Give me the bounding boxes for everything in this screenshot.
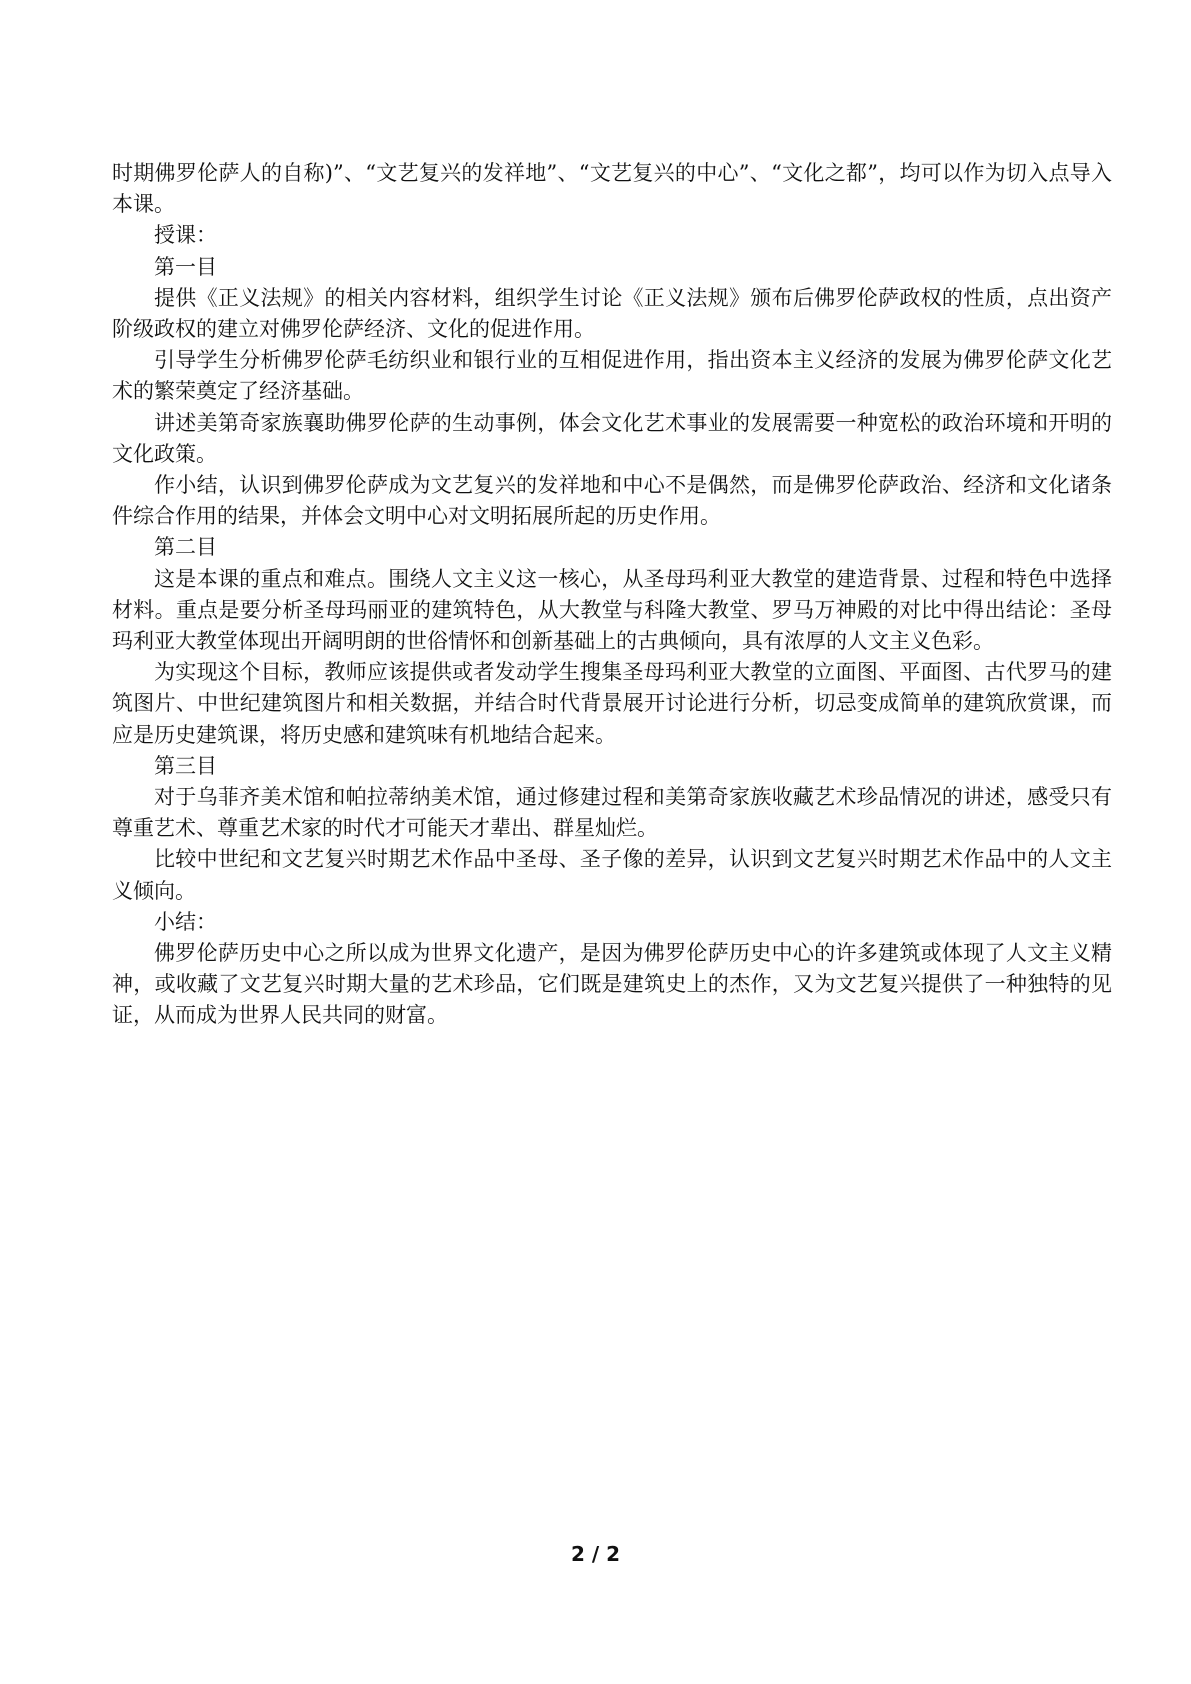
paragraph-summary-one: 作小结，认识到佛罗伦萨成为文艺复兴的发祥地和中心不是偶然，而是佛罗伦萨政治、经济和文化诸条件综合作用的结果，并体会文明中心对文明拓展所起的历史作用。 [112,473,1112,529]
heading-section-one: 第一目 [154,254,217,279]
paragraph-justice-laws: 提供《正义法规》的相关内容材料，组织学生讨论《正义法规》颁布后佛罗伦萨政权的性质，点出资产阶级政权的建立对佛罗伦萨经济、文化的促进作用。 [112,285,1112,342]
paragraph-galleries: 对于乌菲齐美术馆和帕拉蒂纳美术馆，通过修建过程和美第奇家族收藏艺术珍品情况的讲述，感受只有尊重艺术、尊重艺术家的时代才可能天才辈出、群星灿烂。 [112,785,1112,841]
paragraph-medici: 讲述美第奇家族襄助佛罗伦萨的生动事例，体会文化艺术事业的发展需要一种宽松的政治环境和开明的文化政策。 [112,410,1112,466]
heading-teaching: 授课： [154,223,217,248]
paragraph-cathedral-method: 为实现这个目标，教师应该提供或者发动学生搜集圣母玛利亚大教堂的立面图、平面图、古代罗马的建筑图片、中世纪建筑图片和相关数据，并结合时代背景展开讨论进行分析，切忌变成简单的建筑欣赏课，而应是历史建筑课，将历史感和建筑味有机地结合起来。 [112,660,1112,747]
paragraph-art-comparison: 比较中世纪和文艺复兴时期艺术作品中圣母、圣子像的差异，认识到文艺复兴时期艺术作品中的人文主义倾向。 [112,847,1112,903]
page-number: 2 / 2 [570,1542,621,1566]
heading-section-two: 第二目 [154,535,217,560]
paragraph-intro-continued: 时期佛罗伦萨人的自称)”、“文艺复兴的发祥地”、“文艺复兴的中心”、“文化之都”，均可以作为切入点导入本课。 [112,161,1112,217]
heading-conclusion: 小结： [154,909,217,934]
paragraph-economy: 引导学生分析佛罗伦萨毛纺织业和银行业的互相促进作用，指出资本主义经济的发展为佛罗伦萨文化艺术的繁荣奠定了经济基础。 [112,348,1112,404]
paragraph-cathedral-focus: 这是本课的重点和难点。围绕人文主义这一核心，从圣母玛利亚大教堂的建造背景、过程和特色中选择材料。重点是要分析圣母玛丽亚的建筑特色，从大教堂与科隆大教堂、罗马万神殿的对比中得出结论：圣母玛利亚大教堂体现出开阔明朗的世俗情怀和创新基础上的古典倾向，具有浓厚的人文主义色彩。 [112,566,1112,654]
heading-section-three: 第三目 [154,753,217,778]
document-body [112,158,1112,1032]
paragraph-conclusion: 佛罗伦萨历史中心之所以成为世界文化遗产，是因为佛罗伦萨历史中心的许多建筑或体现了人文主义精神，或收藏了文艺复兴时期大量的艺术珍品，它们既是建筑史上的杰作，又为文艺复兴提供了一种独特的见证，从而成为世界人民共同的财富。 [112,941,1112,1028]
